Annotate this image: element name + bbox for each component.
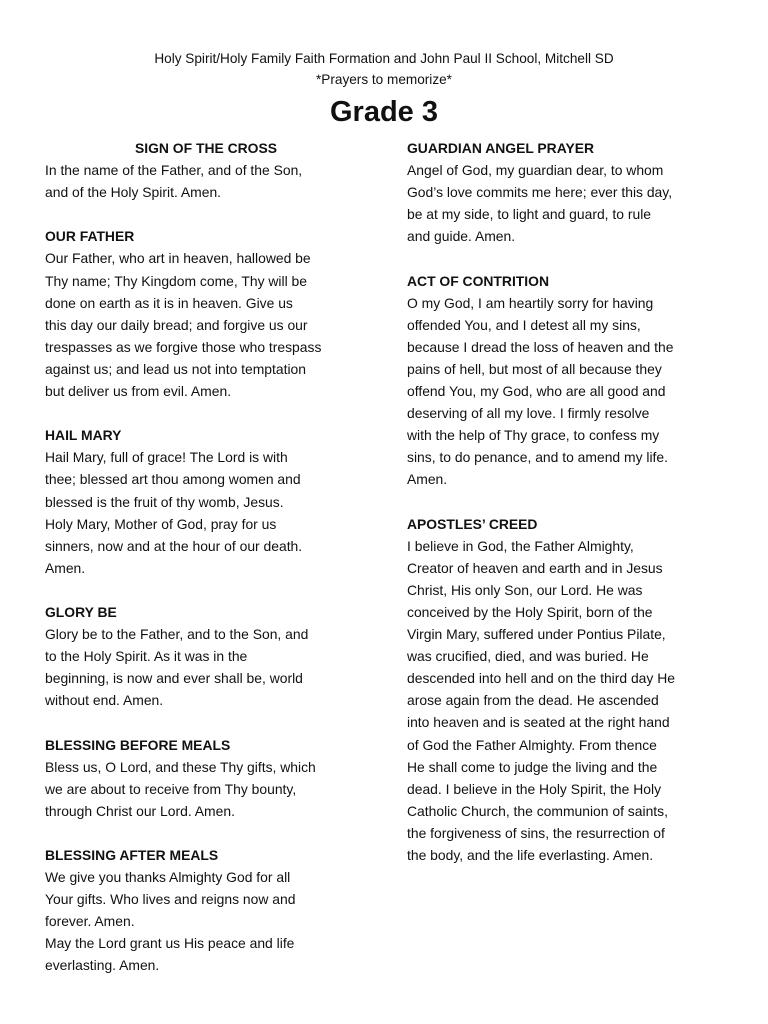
prayer-title: HAIL MARY bbox=[45, 427, 122, 444]
prayer-line: because I dread the loss of heaven and the bbox=[407, 338, 674, 355]
prayer-text bbox=[45, 247, 367, 402]
prayer-text bbox=[45, 446, 367, 579]
prayer-line: offend You, my God, who are all good and bbox=[407, 383, 666, 400]
prayer-line: done on earth as it is in heaven. Give us bbox=[45, 294, 293, 311]
prayer-text bbox=[45, 159, 367, 203]
prayer-line: the body, and the life everlasting. Amen. bbox=[407, 847, 654, 863]
prayer-line: Your gifts. Who lives and reigns now and bbox=[45, 891, 296, 908]
prayer-line: deserving of all my love. I firmly resolve bbox=[407, 405, 650, 422]
prayer-line: sins, to do penance, and to amend my life. bbox=[407, 449, 668, 466]
prayer-line: everlasting. Amen. bbox=[45, 957, 160, 974]
prayer-guardian-angel-prayer bbox=[407, 137, 729, 247]
prayer-sign-of-the-cross bbox=[45, 137, 367, 203]
prayer-line: against us; and lead us not into temptation bbox=[45, 360, 307, 377]
prayer-text bbox=[45, 756, 367, 822]
prayer-line: God’s love commits me here; ever this day, bbox=[407, 184, 673, 201]
prayer-line: O my God, I am heartily sorry for having bbox=[407, 294, 654, 311]
prayer-line: Angel of God, my guardian dear, to whom bbox=[407, 162, 664, 179]
prayer-line: and guide. Amen. bbox=[407, 228, 516, 245]
prayer-apostles-creed bbox=[407, 513, 729, 867]
prayer-text bbox=[45, 623, 367, 711]
prayer-line: dead. I believe in the Holy Spirit, the Holy bbox=[407, 780, 662, 797]
prayer-line: arose again from the dead. He ascended bbox=[407, 692, 659, 709]
prayer-line: offended You, and I detest all my sins, bbox=[407, 316, 641, 333]
prayer-line: Thy name; Thy Kingdom come, Thy will be bbox=[45, 272, 307, 289]
prayer-line: We give you thanks Almighty God for all bbox=[45, 869, 291, 886]
prayer-line: be at my side, to light and guard, to rule bbox=[407, 206, 652, 223]
prayer-line: of God the Father Almighty. From thence bbox=[407, 736, 657, 753]
prayer-blessing-before-meals bbox=[45, 734, 367, 822]
prayer-line: but deliver us from evil. Amen. bbox=[45, 383, 232, 400]
prayer-title: APOSTLES’ CREED bbox=[407, 515, 538, 532]
prayer-line: sinners, now and at the hour of our death. bbox=[45, 537, 303, 554]
school-name-line: Holy Spirit/Holy Family Faith Formation and John Paul II School, Mitchell SD bbox=[154, 51, 614, 66]
prayer-line: blessed is the fruit of thy womb, Jesus. bbox=[45, 493, 284, 510]
prayer-line: thee; blessed art thou among women and bbox=[45, 471, 301, 488]
prayer-line: Bless us, O Lord, and these Thy gifts, which bbox=[45, 758, 316, 775]
prayer-line: He shall come to judge the living and the bbox=[407, 758, 658, 775]
prayer-title: SIGN OF THE CROSS bbox=[134, 140, 277, 156]
prayer-line: Holy Mary, Mother of God, pray for us bbox=[45, 515, 277, 532]
prayer-line: descended into hell and on the third day He bbox=[407, 670, 675, 687]
prayer-title: GUARDIAN ANGEL PRAYER bbox=[407, 140, 595, 156]
prayer-line: Amen. bbox=[407, 471, 448, 488]
left-column bbox=[45, 137, 367, 999]
prayer-title: ACT OF CONTRITION bbox=[407, 272, 549, 289]
subtitle-line: *Prayers to memorize* bbox=[316, 72, 452, 87]
prayer-line: the forgiveness of sins, the resurrection of bbox=[407, 824, 665, 841]
prayer-glory-be bbox=[45, 601, 367, 711]
prayer-line: Glory be to the Father, and to the Son, and bbox=[45, 626, 309, 643]
prayer-line: without end. Amen. bbox=[45, 692, 164, 709]
prayer-line: with the help of Thy grace, to confess my bbox=[407, 427, 660, 444]
prayer-line: I believe in God, the Father Almighty, bbox=[407, 537, 634, 554]
prayer-line: forever. Amen. bbox=[45, 913, 135, 930]
prayer-line: Christ, His only Son, our Lord. He was bbox=[407, 581, 643, 598]
prayer-line: we are about to receive from Thy bounty, bbox=[45, 780, 297, 797]
prayer-line: trespasses as we forgive those who trespass bbox=[45, 338, 322, 355]
prayer-line: beginning, is now and ever shall be, world bbox=[45, 670, 303, 687]
prayer-title: GLORY BE bbox=[45, 603, 117, 620]
prayer-line: Virgin Mary, suffered under Pontius Pilate, bbox=[407, 626, 666, 643]
prayer-line: In the name of the Father, and of the Son, bbox=[45, 162, 303, 179]
prayer-line: Our Father, who art in heaven, hallowed be bbox=[45, 250, 311, 267]
prayer-line: Creator of heaven and earth and in Jesus bbox=[407, 559, 663, 576]
right-column bbox=[407, 137, 729, 888]
prayer-line: to the Holy Spirit. As it was in the bbox=[45, 648, 248, 665]
prayer-our-father bbox=[45, 225, 367, 402]
prayer-line: Amen. bbox=[45, 559, 86, 576]
prayer-title: OUR FATHER bbox=[45, 228, 135, 245]
prayer-line: into heaven and is seated at the right hand bbox=[407, 714, 670, 731]
prayer-blessing-after-meals bbox=[45, 844, 367, 977]
prayer-act-of-contrition bbox=[407, 270, 729, 491]
page-title: Grade 3 bbox=[330, 96, 438, 128]
prayer-line: Hail Mary, full of grace! The Lord is with bbox=[45, 449, 288, 466]
prayer-line: pains of hell, but most of all because they bbox=[407, 360, 662, 377]
prayer-line: conceived by the Holy Spirit, born of the bbox=[407, 603, 653, 620]
prayer-line: May the Lord grant us His peace and life bbox=[45, 935, 295, 952]
prayer-line: through Christ our Lord. Amen. bbox=[45, 802, 235, 819]
prayer-text bbox=[45, 866, 367, 976]
prayer-hail-mary bbox=[45, 424, 367, 579]
prayer-text bbox=[407, 159, 729, 247]
prayer-title: BLESSING AFTER MEALS bbox=[45, 847, 219, 863]
prayer-line: this day our daily bread; and forgive us our bbox=[45, 316, 308, 333]
prayer-title: BLESSING BEFORE MEALS bbox=[45, 736, 231, 753]
prayer-text bbox=[407, 292, 729, 491]
prayer-line: Catholic Church, the communion of saints, bbox=[407, 802, 668, 819]
prayer-line: and of the Holy Spirit. Amen. bbox=[45, 184, 222, 201]
document-header bbox=[0, 48, 768, 90]
prayer-line: was crucified, died, and was buried. He bbox=[407, 648, 649, 665]
prayer-text bbox=[407, 535, 729, 866]
